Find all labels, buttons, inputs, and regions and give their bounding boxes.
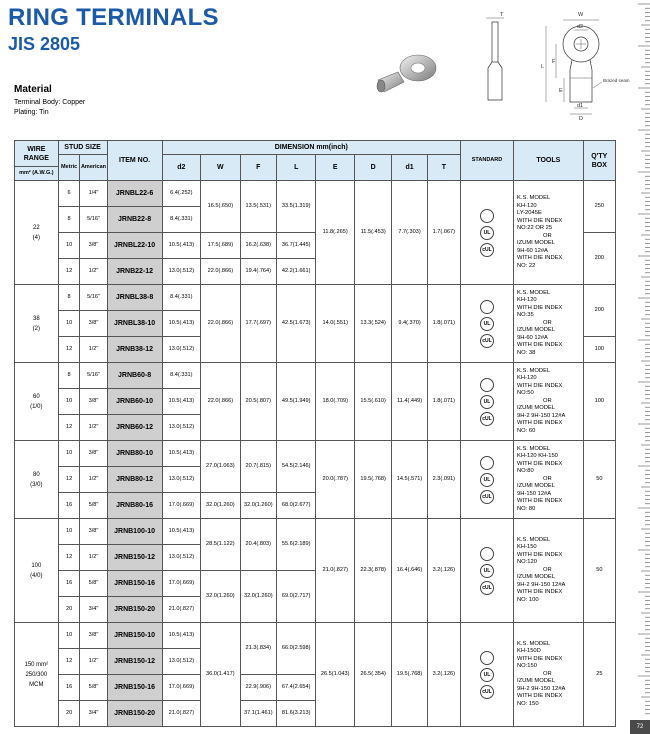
american-cell: 1/2" <box>80 415 107 441</box>
d-cell: 11.5(.453) <box>354 181 391 285</box>
item-no-cell: JRNB60-10 <box>107 389 162 415</box>
cul-mark-icon: cUL <box>480 243 494 257</box>
metric-cell: 16 <box>58 571 80 597</box>
label-brazed: Brazed seam <box>603 78 630 83</box>
cul-mark-icon: cUL <box>480 490 494 504</box>
material-line-body: Terminal Body: Copper <box>14 99 86 106</box>
metric-cell: 12 <box>58 649 80 675</box>
ul-mark-icon: UL <box>480 226 494 240</box>
f-cell: 21.3(.834) <box>240 623 276 675</box>
american-cell: 5/8" <box>80 675 107 701</box>
t-cell: 3.2(.126) <box>427 623 460 727</box>
d2-cell: 10.5(.413) <box>162 311 200 337</box>
header-stud-size: STUD SIZE <box>58 141 107 155</box>
l-cell: 68.0(2.677) <box>276 493 316 519</box>
header-dim-d1: d1 <box>392 155 427 181</box>
header-dim-d2: d2 <box>162 155 200 181</box>
header-dim-d: D <box>354 155 391 181</box>
label-d: D <box>579 116 583 122</box>
f-cell: 20.4(.803) <box>240 519 276 571</box>
e-cell: 20.0(.787) <box>316 441 354 519</box>
american-cell: 1/2" <box>80 259 107 285</box>
d2-cell: 21.0(.827) <box>162 701 200 727</box>
header-dim-f: F <box>240 155 276 181</box>
item-no-cell: JRNB150-20 <box>107 701 162 727</box>
w-cell: 36.0(1.417) <box>201 623 241 727</box>
dimension-diagram <box>484 8 630 122</box>
tools-cell: K.S. MODEL KH-120 WITH DIE INDEX NO:50 OR IZUMI MODEL 9H-2 9H-150 12#A WITH DIE INDEX NO: 60 <box>513 363 583 441</box>
metric-cell: 12 <box>58 467 80 493</box>
american-cell: 5/8" <box>80 571 107 597</box>
american-cell: 3/8" <box>80 311 107 337</box>
d2-cell: 10.5(.413) <box>162 441 200 467</box>
l-cell: 66.0(2.598) <box>276 623 316 675</box>
label-d2: d2 <box>577 24 584 30</box>
metric-cell: 20 <box>58 701 80 727</box>
header-dim-t: T <box>427 155 460 181</box>
cul-mark-icon: cUL <box>480 334 494 348</box>
t-cell: 1.8(.071) <box>427 363 460 441</box>
item-no-cell: JRNBL38-10 <box>107 311 162 337</box>
d1-cell: 16.4(.646) <box>392 519 427 623</box>
qty-cell: 25 <box>583 623 615 727</box>
tools-cell: K.S. MODEL KH-150 WITH DIE INDEX NO:120 OR IZUMI MODEL 9H-2 9H-150 12#A WITH DIE INDEX NO: 100 <box>513 519 583 623</box>
w-cell: 22.0(.866) <box>201 259 241 285</box>
certification-mark-icon <box>480 300 494 314</box>
d2-cell: 17.0(.669) <box>162 675 200 701</box>
d-cell: 26.5(.354) <box>354 623 391 727</box>
f-cell: 20.5(.807) <box>240 363 276 441</box>
item-no-cell: JRNBL22-6 <box>107 181 162 207</box>
american-cell: 1/2" <box>80 649 107 675</box>
d2-cell: 6.4(.252) <box>162 181 200 207</box>
metric-cell: 6 <box>58 181 80 207</box>
header-dim-w: W <box>201 155 241 181</box>
title-main: RING TERMINALS <box>8 4 219 31</box>
f-cell: 19.4(.764) <box>240 259 276 285</box>
ring-terminal-photo <box>374 52 444 96</box>
w-cell: 17.5(.689) <box>201 233 241 259</box>
ul-mark-icon: UL <box>480 564 494 578</box>
d1-cell: 19.5(.768) <box>392 623 427 727</box>
e-cell: 26.5(1.043) <box>316 623 354 727</box>
qty-cell: 50 <box>583 519 615 623</box>
w-cell: 22.0(.866) <box>201 363 241 441</box>
qty-cell: 200 <box>583 285 615 337</box>
metric-cell: 10 <box>58 311 80 337</box>
metric-cell: 12 <box>58 259 80 285</box>
material-line-plating: Plating: Tin <box>14 109 49 116</box>
header-qty: Q'TY BOX <box>583 141 615 181</box>
d2-cell: 13.0(.512) <box>162 467 200 493</box>
table-row <box>15 441 616 467</box>
item-no-cell: JRNB22-8 <box>107 207 162 233</box>
tools-cell: K.S. MODEL KH-150D WITH DIE INDEX NO:150 OR IZUMI MODEL 9H-2 9H-150 12#A WITH DIE INDEX NO: 150 <box>513 623 583 727</box>
american-cell: 3/8" <box>80 441 107 467</box>
american-cell: 1/4" <box>80 181 107 207</box>
metric-cell: 8 <box>58 207 80 233</box>
d2-cell: 10.5(.413) <box>162 519 200 545</box>
cul-mark-icon: cUL <box>480 581 494 595</box>
l-cell: 67.4(2.654) <box>276 675 316 701</box>
item-no-cell: JRNB150-12 <box>107 649 162 675</box>
table-row <box>15 285 616 311</box>
f-cell: 22.9(.906) <box>240 675 276 701</box>
material-heading: Material <box>14 84 52 95</box>
qty-cell: 200 <box>583 233 615 285</box>
item-no-cell: JRNB150-16 <box>107 571 162 597</box>
ul-mark-icon: UL <box>480 473 494 487</box>
metric-cell: 10 <box>58 519 80 545</box>
table-row <box>15 181 616 207</box>
ul-mark-icon: UL <box>480 395 494 409</box>
header-dimension: DIMENSION mm(inch) <box>162 141 460 155</box>
d1-cell: 14.5(.571) <box>392 441 427 519</box>
item-no-cell: JRNB80-10 <box>107 441 162 467</box>
t-cell: 1.7(.067) <box>427 181 460 285</box>
w-cell: 22.0(.866) <box>201 285 241 363</box>
metric-cell: 8 <box>58 285 80 311</box>
label-w: W <box>578 12 584 18</box>
d2-cell: 21.0(.827) <box>162 597 200 623</box>
tools-cell: K.S. MODEL KH-120 LY-2045E WITH DIE INDEX NO:22 OR 25 OR IZUMI MODEL 9H-60 12#A WITH DIE INDEX NO: 22 <box>513 181 583 285</box>
l-cell: 55.6(2.189) <box>276 519 316 571</box>
t-cell: 1.8(.071) <box>427 285 460 363</box>
item-no-cell: JRNB150-10 <box>107 623 162 649</box>
spec-table <box>14 140 616 727</box>
d2-cell: 17.0(.669) <box>162 493 200 519</box>
header-dim-l: L <box>276 155 316 181</box>
d2-cell: 10.5(.413) <box>162 623 200 649</box>
d2-cell: 13.0(.512) <box>162 649 200 675</box>
l-cell: 42.5(1.673) <box>276 285 316 363</box>
ul-mark-icon: UL <box>480 668 494 682</box>
wire-range-cell: 80 (3/0) <box>15 441 59 519</box>
american-cell: 3/4" <box>80 597 107 623</box>
d2-cell: 13.0(.512) <box>162 259 200 285</box>
metric-cell: 10 <box>58 389 80 415</box>
w-cell: 32.0(1.260) <box>201 571 241 623</box>
header-wire-unit: mm² (A.W.G.) <box>15 167 59 181</box>
page-number: 72 <box>630 720 650 734</box>
qty-cell: 100 <box>583 337 615 363</box>
l-cell: 54.5(2.146) <box>276 441 316 493</box>
d2-cell: 10.5(.413) <box>162 233 200 259</box>
f-cell: 32.0(1.260) <box>240 571 276 623</box>
qty-cell: 50 <box>583 441 615 519</box>
certification-mark-icon <box>480 456 494 470</box>
f-cell: 13.5(.531) <box>240 181 276 233</box>
d2-cell: 8.4(.331) <box>162 363 200 389</box>
d2-cell: 8.4(.331) <box>162 285 200 311</box>
table-row <box>15 363 616 389</box>
cul-mark-icon: cUL <box>480 412 494 426</box>
f-cell: 37.1(1.461) <box>240 701 276 727</box>
american-cell: 5/16" <box>80 363 107 389</box>
f-cell: 20.7(.815) <box>240 441 276 493</box>
l-cell: 69.0(2.717) <box>276 571 316 623</box>
standard-cell <box>460 181 513 285</box>
qty-cell: 100 <box>583 363 615 441</box>
side-ruler <box>630 0 650 734</box>
metric-cell: 10 <box>58 623 80 649</box>
metric-cell: 12 <box>58 545 80 571</box>
d-cell: 15.5(.610) <box>354 363 391 441</box>
w-cell: 28.5(1.122) <box>201 519 241 571</box>
metric-cell: 12 <box>58 415 80 441</box>
table-row <box>15 623 616 649</box>
item-no-cell: JRNBL38-8 <box>107 285 162 311</box>
label-e: E <box>559 88 563 94</box>
w-cell: 16.5(.650) <box>201 181 241 233</box>
d2-cell: 13.0(.512) <box>162 337 200 363</box>
item-no-cell: JRNB60-8 <box>107 363 162 389</box>
item-no-cell: JRNB100-10 <box>107 519 162 545</box>
header-wire-range: WIRE RANGE <box>15 141 59 167</box>
header-american: American <box>80 155 107 181</box>
american-cell: 1/2" <box>80 467 107 493</box>
w-cell: 32.0(1.260) <box>201 493 241 519</box>
page-title <box>8 6 219 53</box>
t-cell: 3.2(.126) <box>427 519 460 623</box>
item-no-cell: JRNB22-12 <box>107 259 162 285</box>
american-cell: 1/2" <box>80 337 107 363</box>
certification-mark-icon <box>480 378 494 392</box>
tools-cell: K.S. MODEL KH-120 WITH DIE INDEX NO:35 OR IZUMI MODEL 9H-60 12#A WITH DIE INDEX NO: 38 <box>513 285 583 363</box>
table-row <box>15 519 616 545</box>
material-section <box>14 84 85 118</box>
american-cell: 3/8" <box>80 233 107 259</box>
wire-range-cell: 100 (4/0) <box>15 519 59 623</box>
label-f: F <box>552 59 556 65</box>
american-cell: 1/2" <box>80 545 107 571</box>
d1-cell: 11.4(.449) <box>392 363 427 441</box>
l-cell: 49.5(1.949) <box>276 363 316 441</box>
d1-cell: 7.7(.303) <box>392 181 427 285</box>
wire-range-cell: 60 (1/0) <box>15 363 59 441</box>
item-no-cell: JRNB38-12 <box>107 337 162 363</box>
label-t: T <box>500 12 504 18</box>
d2-cell: 17.0(.669) <box>162 571 200 597</box>
certification-mark-icon <box>480 209 494 223</box>
e-cell: 14.0(.551) <box>316 285 354 363</box>
f-cell: 16.2(.638) <box>240 233 276 259</box>
standard-cell <box>460 285 513 363</box>
metric-cell: 8 <box>58 363 80 389</box>
e-cell: 21.0(.827) <box>316 519 354 623</box>
wire-range-cell: 150 mm² 250/300 MCM <box>15 623 59 727</box>
american-cell: 5/8" <box>80 493 107 519</box>
title-sub: JIS 2805 <box>8 34 81 54</box>
label-d1: d1 <box>577 103 584 109</box>
l-cell: 42.2(1.661) <box>276 259 316 285</box>
metric-cell: 16 <box>58 675 80 701</box>
wire-range-cell: 22 (4) <box>15 181 59 285</box>
e-cell: 18.0(.709) <box>316 363 354 441</box>
american-cell: 3/8" <box>80 623 107 649</box>
tools-cell: K.S. MODEL KH-120 KH-150 WITH DIE INDEX NO:80 OR IZUMI MODEL 9H-150 12#A WITH DIE INDEX NO: 80 <box>513 441 583 519</box>
d-cell: 19.5(.768) <box>354 441 391 519</box>
item-no-cell: JRNB150-20 <box>107 597 162 623</box>
w-cell: 27.0(1.063) <box>201 441 241 493</box>
t-cell: 2.3(.091) <box>427 441 460 519</box>
american-cell: 5/16" <box>80 207 107 233</box>
american-cell: 3/8" <box>80 389 107 415</box>
item-no-cell: JRNBL22-10 <box>107 233 162 259</box>
standard-cell <box>460 623 513 727</box>
cul-mark-icon: cUL <box>480 685 494 699</box>
metric-cell: 20 <box>58 597 80 623</box>
standard-cell <box>460 441 513 519</box>
header-dim-e: E <box>316 155 354 181</box>
d2-cell: 13.0(.512) <box>162 545 200 571</box>
header-tools: TOOLS <box>513 141 583 181</box>
wire-range-cell: 38 (2) <box>15 285 59 363</box>
d2-cell: 13.0(.512) <box>162 415 200 441</box>
f-cell: 32.0(1.260) <box>240 493 276 519</box>
l-cell: 81.6(3.213) <box>276 701 316 727</box>
ul-mark-icon: UL <box>480 317 494 331</box>
standard-cell <box>460 363 513 441</box>
item-no-cell: JRNB150-16 <box>107 675 162 701</box>
metric-cell: 10 <box>58 233 80 259</box>
item-no-cell: JRNB80-16 <box>107 493 162 519</box>
d2-cell: 10.5(.413) <box>162 389 200 415</box>
l-cell: 33.5(1.319) <box>276 181 316 233</box>
american-cell: 3/8" <box>80 519 107 545</box>
item-no-cell: JRNB150-12 <box>107 545 162 571</box>
d2-cell: 8.4(.331) <box>162 207 200 233</box>
certification-mark-icon <box>480 651 494 665</box>
standard-cell <box>460 519 513 623</box>
qty-cell: 250 <box>583 181 615 233</box>
metric-cell: 12 <box>58 337 80 363</box>
item-no-cell: JRNB60-12 <box>107 415 162 441</box>
american-cell: 3/4" <box>80 701 107 727</box>
certification-mark-icon <box>480 547 494 561</box>
header-item-no: ITEM NO. <box>107 141 162 181</box>
metric-cell: 10 <box>58 441 80 467</box>
item-no-cell: JRNB80-12 <box>107 467 162 493</box>
f-cell: 17.7(.697) <box>240 285 276 363</box>
label-l: L <box>541 64 545 70</box>
header-standard: STANDARD <box>460 141 513 181</box>
metric-cell: 16 <box>58 493 80 519</box>
d-cell: 13.3(.524) <box>354 285 391 363</box>
e-cell: 11.8(.265) <box>316 181 354 285</box>
l-cell: 36.7(1.445) <box>276 233 316 259</box>
d-cell: 22.3(.878) <box>354 519 391 623</box>
american-cell: 5/16" <box>80 285 107 311</box>
d1-cell: 9.4(.370) <box>392 285 427 363</box>
header-metric: Metric <box>58 155 80 181</box>
